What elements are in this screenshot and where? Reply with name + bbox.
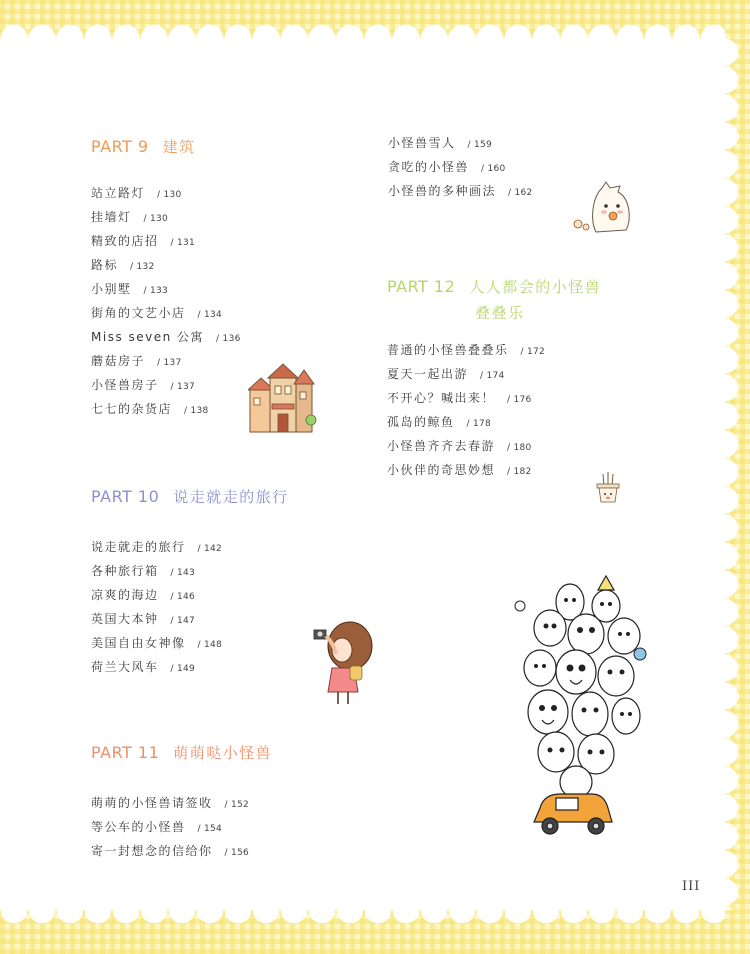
part-9-list — [91, 181, 241, 421]
part-12-heading — [387, 276, 601, 298]
toc-entry[interactable]: 英国大本钟 / 147 — [91, 612, 196, 626]
toc-entry[interactable]: 贪吃的小怪兽 / 160 — [388, 160, 506, 174]
toc-entry[interactable]: 路标 / 132 — [91, 258, 155, 272]
part-12-title-line2: 叠叠乐 — [475, 304, 525, 322]
part-11-continued-list — [388, 131, 533, 203]
pencil-cup-illustration — [595, 472, 621, 504]
part-12-section — [387, 276, 601, 482]
toc-entry[interactable]: 萌萌的小怪兽请签收 / 152 — [91, 796, 250, 810]
part-10-title: 说走就走的旅行 — [173, 488, 289, 506]
toc-entry[interactable]: 夏天一起出游 / 174 — [387, 367, 505, 381]
part-12-number: PART 12 — [387, 277, 456, 296]
part-11-heading — [91, 742, 272, 764]
part-11-section — [91, 742, 272, 863]
part-9-number: PART 9 — [91, 137, 149, 156]
ghost-monster-illustration — [570, 180, 640, 236]
part-11-title: 萌萌哒小怪兽 — [173, 744, 273, 762]
page-number: III — [682, 879, 701, 894]
part-10-section — [91, 486, 289, 679]
part-10-heading — [91, 486, 289, 508]
toc-entry[interactable]: 寄一封想念的信给你 / 156 — [91, 844, 250, 858]
part-9-section — [91, 136, 241, 421]
part-10-number: PART 10 — [91, 487, 160, 506]
toc-entry[interactable]: 孤岛的鲸鱼 / 178 — [387, 415, 492, 429]
toc-entry[interactable]: 说走就走的旅行 / 142 — [91, 540, 223, 554]
part-11-continued-section — [388, 131, 533, 203]
part-9-heading — [91, 136, 241, 158]
toc-entry[interactable]: 凉爽的海边 / 146 — [91, 588, 196, 602]
toc-entry[interactable]: 街角的文艺小店 / 134 — [91, 306, 223, 320]
toc-entry[interactable]: 小怪兽齐齐去春游 / 180 — [387, 439, 532, 453]
girl-with-camera-illustration — [310, 618, 376, 706]
part-11-list — [91, 791, 272, 863]
house-illustration — [248, 362, 318, 434]
scallop-border-bottom — [0, 904, 725, 932]
part-12-title-line1: 人人都会的小怪兽 — [469, 278, 602, 296]
scallop-border-right — [719, 38, 747, 910]
part-12-list — [387, 338, 601, 482]
toc-entry[interactable]: 各种旅行箱 / 143 — [91, 564, 196, 578]
toc-entry[interactable]: 站立路灯 / 130 — [91, 186, 182, 200]
part-11-number: PART 11 — [91, 743, 160, 762]
scallop-border-top — [0, 16, 725, 44]
part-10-list — [91, 535, 289, 679]
toc-entry[interactable]: 精致的店招 / 131 — [91, 234, 196, 248]
toc-entry[interactable]: Miss seven 公寓 / 136 — [91, 330, 241, 344]
toc-entry[interactable]: 小别墅 / 133 — [91, 282, 169, 296]
toc-entry[interactable]: 小伙伴的奇思妙想 / 182 — [387, 463, 532, 477]
monster-stack-car-illustration — [500, 572, 660, 850]
toc-entry[interactable]: 七七的杂货店 / 138 — [91, 402, 209, 416]
toc-entry[interactable]: 挂墙灯 / 130 — [91, 210, 169, 224]
toc-entry[interactable]: 蘑菇房子 / 137 — [91, 354, 182, 368]
toc-entry[interactable]: 等公车的小怪兽 / 154 — [91, 820, 223, 834]
toc-entry[interactable]: 小怪兽的多种画法 / 162 — [388, 184, 533, 198]
part-12-heading-line2 — [475, 302, 601, 324]
part-9-title: 建筑 — [162, 138, 196, 156]
toc-entry[interactable]: 小怪兽房子 / 137 — [91, 378, 196, 392]
toc-entry[interactable]: 不开心？喊出来！ / 176 — [387, 391, 532, 405]
toc-entry[interactable]: 普通的小怪兽叠叠乐 / 172 — [387, 343, 546, 357]
toc-entry[interactable]: 美国自由女神像 / 148 — [91, 636, 223, 650]
toc-entry[interactable]: 小怪兽雪人 / 159 — [388, 136, 493, 150]
toc-entry[interactable]: 荷兰大风车 / 149 — [91, 660, 196, 674]
